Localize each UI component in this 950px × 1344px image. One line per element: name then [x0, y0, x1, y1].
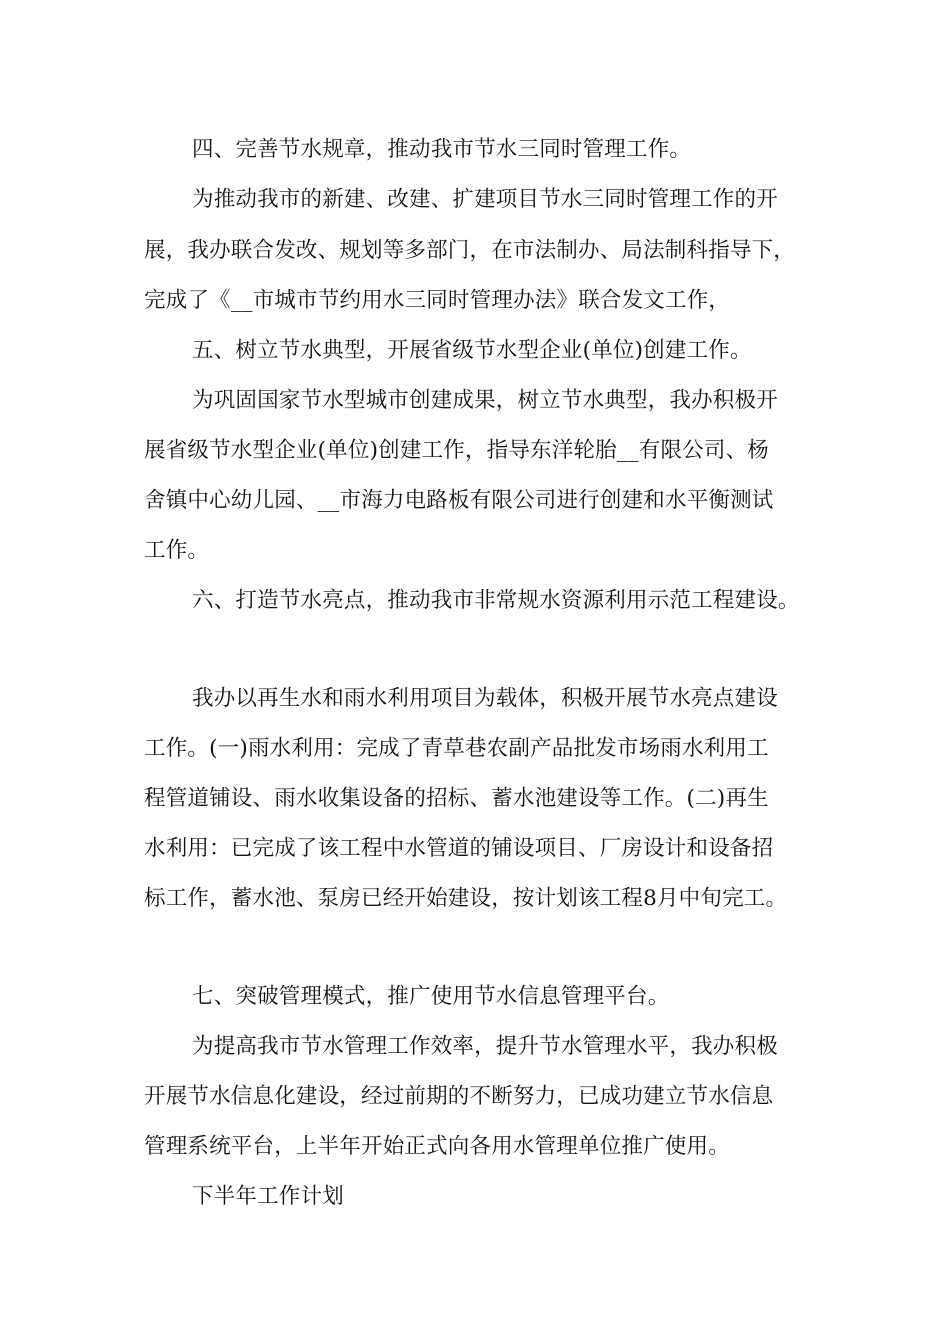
- paragraph-line: 展，我办联合发改、规划等多部门，在市法制办、局法制科指导下，: [144, 238, 796, 263]
- paragraph-line: 完成了《__市城市节约用水三同时管理办法》联合发文工作，: [144, 288, 731, 313]
- heading-4: 四、完善节水规章，推动我市节水三同时管理工作。: [192, 137, 692, 162]
- paragraph-line: 标工作，蓄水池、泵房已经开始建设，按计划该工程8月中旬完工。: [144, 886, 788, 911]
- paragraph-line: 为巩固国家节水型城市创建成果，树立节水典型，我办积极开: [192, 388, 778, 413]
- paragraph-line: 展省级节水型企业(单位)创建工作，指导东洋轮胎__有限公司、杨: [144, 438, 769, 463]
- section-heading: 下半年工作计划: [192, 1184, 344, 1209]
- paragraph-line: 工作。(一)雨水利用：完成了青草巷农副产品批发市场雨水利用工: [144, 736, 769, 761]
- paragraph-line: 工作。: [144, 538, 210, 563]
- heading-7: 七、突破管理模式，推广使用节水信息管理平台。: [192, 984, 670, 1009]
- paragraph-line: 舍镇中心幼儿园、__市海力电路板有限公司进行创建和水平衡测试: [144, 488, 774, 513]
- paragraph-line: 我办以再生水和雨水利用项目为载体，积极开展节水亮点建设: [192, 686, 778, 711]
- heading-5: 五、树立节水典型，开展省级节水型企业(单位)创建工作。: [192, 338, 752, 363]
- paragraph-line: 水利用：已完成了该工程中水管道的铺设项目、厂房设计和设备招: [144, 836, 774, 861]
- paragraph-line: 管理系统平台，上半年开始正式向各用水管理单位推广使用。: [144, 1134, 730, 1159]
- paragraph-line: 为推动我市的新建、改建、扩建项目节水三同时管理工作的开: [192, 187, 778, 212]
- heading-6: 六、打造节水亮点，推动我市非常规水资源利用示范工程建设。: [192, 588, 800, 613]
- paragraph-line: 开展节水信息化建设，经过前期的不断努力，已成功建立节水信息: [144, 1084, 774, 1109]
- paragraph-line: 为提高我市节水管理工作效率，提升节水管理水平，我办积极: [192, 1034, 778, 1059]
- paragraph-line: 程管道铺设、雨水收集设备的招标、蓄水池建设等工作。(二)再生: [144, 786, 769, 811]
